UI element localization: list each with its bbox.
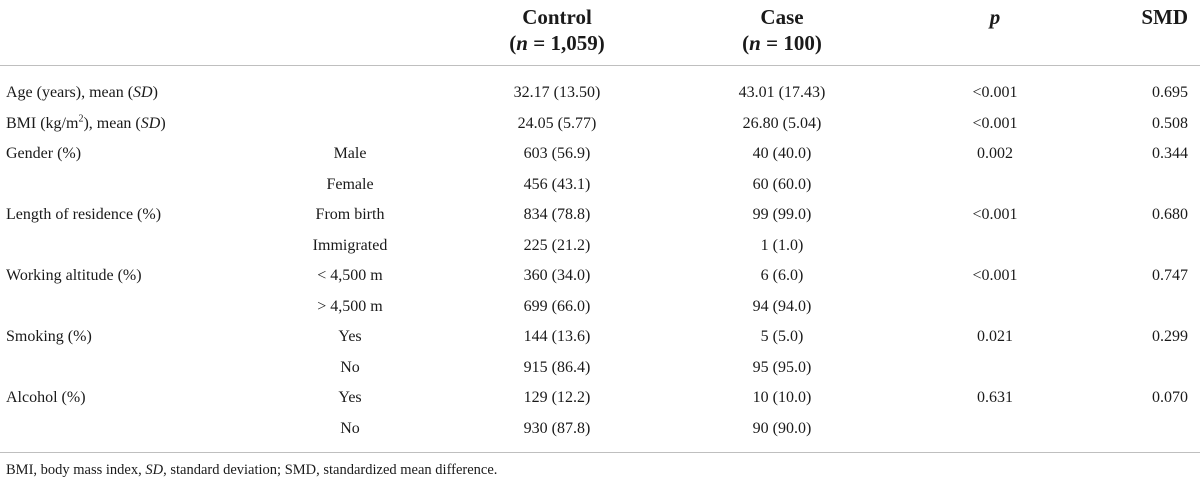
control-n-var: n [516, 31, 528, 55]
case-n-var: n [749, 31, 761, 55]
control-value: 129 (12.2) [523, 389, 591, 406]
p-value: 0.002 [977, 145, 1013, 162]
row-label: Length of residence (%) [6, 206, 162, 223]
column-header-control: Control (n = 1,059) [457, 4, 657, 56]
control-n-value: = 1,059) [527, 31, 605, 55]
control-value: 699 (66.0) [523, 297, 591, 315]
p-value: <0.001 [972, 114, 1018, 132]
table-row [0, 388, 1200, 418]
row-label: Gender (%) [6, 145, 82, 162]
smd-label: SMD [1141, 5, 1188, 29]
smd-value: 0.680 [1152, 206, 1188, 223]
table-row [0, 205, 1200, 235]
case-value: 60 (60.0) [752, 175, 812, 193]
column-header-p [940, 4, 1050, 30]
case-value: 40 (40.0) [752, 145, 812, 162]
control-value: 915 (86.4) [523, 358, 591, 376]
smd-value: 0.508 [1152, 114, 1188, 132]
case-value: 6 (6.0) [760, 267, 804, 284]
case-value: 1 (1.0) [760, 236, 804, 254]
case-title: Case [760, 5, 804, 29]
row-subgroup: Female [326, 175, 374, 193]
row-subgroup: Immigrated [312, 236, 388, 254]
smd-value: 0.747 [1152, 267, 1188, 284]
control-value: 32.17 (13.50) [513, 84, 601, 101]
case-value: 95 (95.0) [752, 358, 812, 376]
p-value: <0.001 [972, 84, 1018, 101]
control-value: 456 (43.1) [523, 175, 591, 193]
table-row [0, 144, 1200, 174]
smd-value: 0.695 [1152, 84, 1188, 101]
p-value: 0.631 [977, 389, 1013, 406]
case-value: 26.80 (5.04) [742, 114, 822, 132]
p-value: <0.001 [972, 267, 1018, 284]
p-value: 0.021 [977, 328, 1013, 345]
smd-value: 0.299 [1152, 328, 1188, 345]
column-header-smd [1090, 4, 1188, 30]
header-rule [0, 65, 1200, 66]
bottom-rule [0, 452, 1200, 453]
table-row [0, 83, 1200, 113]
row-label: BMI $(kg/m^2)$, mean (SD) [6, 113, 166, 132]
row-subgroup: Male [333, 145, 367, 162]
row-subgroup: < 4,500 m [317, 267, 383, 284]
p-value: <0.001 [972, 206, 1018, 223]
control-title: Control [522, 5, 592, 29]
row-subgroup: No [340, 419, 360, 437]
case-value: 5 (5.0) [760, 328, 804, 345]
control-value: 603 (56.9) [523, 145, 591, 162]
table-row [0, 327, 1200, 357]
row-subgroup: Yes [338, 389, 362, 406]
row-label: Age (years), mean (SD) [6, 84, 158, 101]
smd-value: 0.344 [1152, 145, 1188, 162]
table-row [0, 266, 1200, 296]
case-value: 99 (99.0) [752, 206, 812, 223]
control-value: 360 (34.0) [523, 267, 591, 284]
row-subgroup: > 4,500 m [317, 297, 383, 315]
control-value: 144 (13.6) [523, 328, 591, 345]
table-row [0, 114, 1200, 144]
case-value: 90 (90.0) [752, 419, 812, 437]
control-value: 225 (21.2) [523, 236, 591, 254]
row-subgroup: No [340, 358, 360, 376]
table-row [0, 236, 1200, 266]
control-value: 930 (87.8) [523, 419, 591, 437]
table-row [0, 358, 1200, 388]
case-n-value: = 100) [760, 31, 822, 55]
table-row [0, 175, 1200, 205]
row-label: Smoking (%) [6, 328, 92, 345]
row-label: Alcohol (%) [6, 389, 86, 406]
control-value: 834 (78.8) [523, 206, 591, 223]
table-footnote: BMI, body mass index, SD, standard deviation; SMD, standardized mean difference. [6, 462, 498, 478]
table-row [0, 419, 1200, 449]
column-header-case: Case (n = 100) [682, 4, 882, 56]
p-label: p [989, 5, 1001, 29]
case-value: 94 (94.0) [752, 297, 812, 315]
case-value: 10 (10.0) [752, 389, 812, 406]
row-label: Working altitude (%) [6, 267, 142, 284]
control-value: 24.05 (5.77) [517, 114, 597, 132]
row-subgroup: Yes [338, 328, 362, 345]
case-value: 43.01 (17.43) [738, 84, 826, 101]
table-row [0, 297, 1200, 327]
row-subgroup: From birth [315, 206, 385, 223]
smd-value: 0.070 [1152, 389, 1188, 406]
